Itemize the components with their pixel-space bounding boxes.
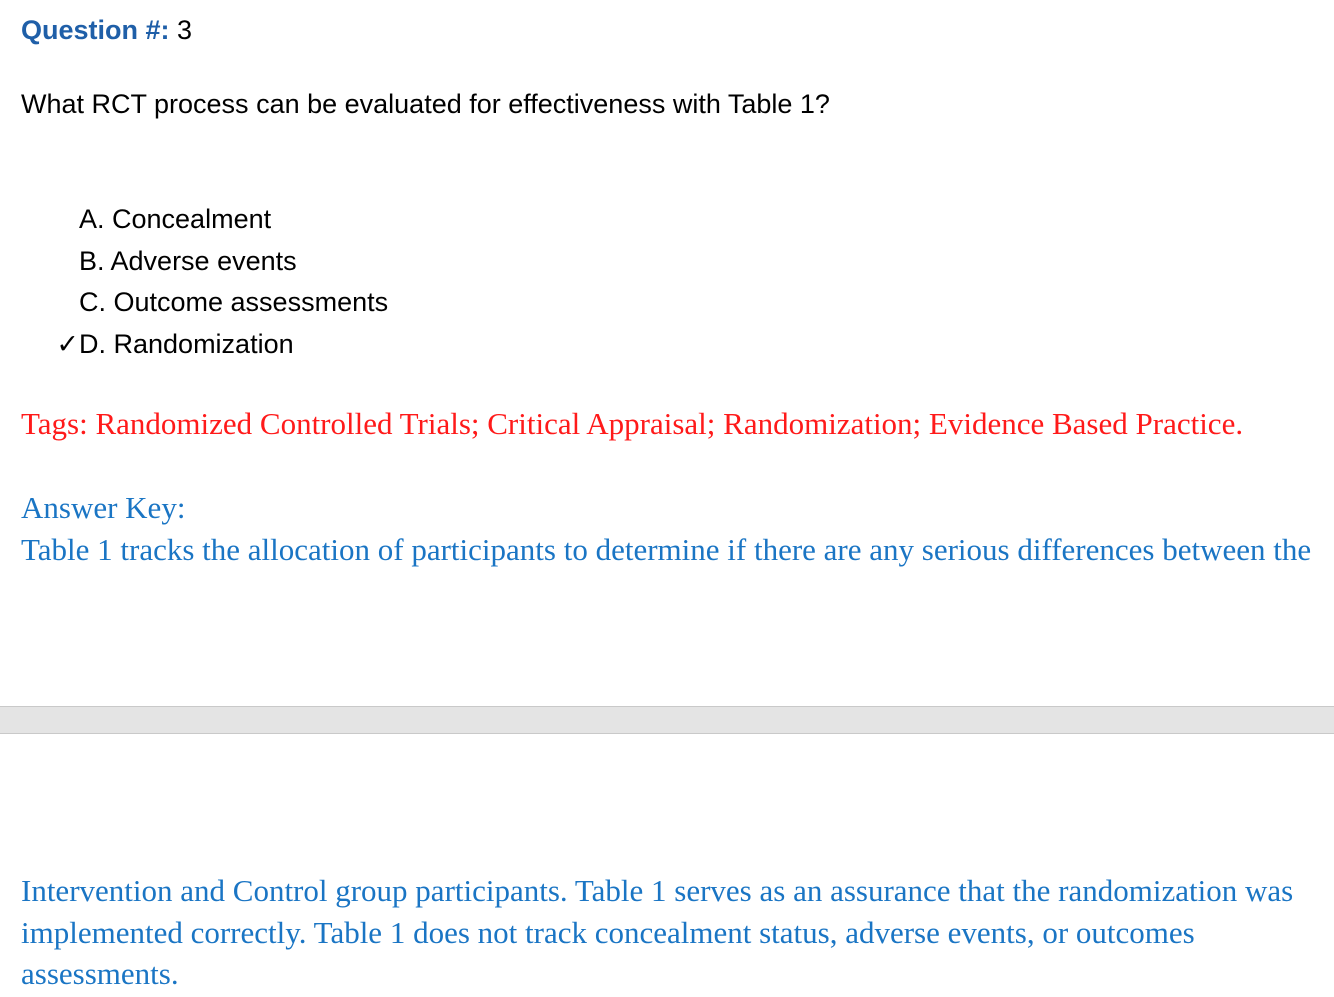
- answer-key-text: Table 1 tracks the allocation of participants to determine if there are any serious differences between the: [21, 532, 1312, 567]
- answer-key-title: Answer Key:: [21, 490, 186, 525]
- page-divider: [0, 706, 1334, 734]
- option-label: B. Adverse events: [79, 245, 297, 276]
- question-label: Question #:: [21, 15, 170, 45]
- option-c[interactable]: [0, 282, 388, 324]
- answer-options: [0, 199, 388, 365]
- check-icon: ✓: [56, 328, 79, 359]
- tags-line: Tags: Randomized Controlled Trials; Critical Appraisal; Randomization; Evidence Based Practice.: [21, 406, 1244, 441]
- question-text: What RCT process can be evaluated for effectiveness with Table 1?: [21, 89, 830, 119]
- question-heading: [21, 12, 192, 48]
- option-label: A. Concealment: [79, 204, 272, 234]
- option-label: D. Randomization: [79, 328, 294, 359]
- answer-key-continued: Intervention and Control group participants. Table 1 serves as an assurance that the randomization was implemented correctly. Table 1 does not track concealment status, adverse events, or outcomes assessments.: [21, 873, 1294, 991]
- option-label: C. Outcome assessments: [79, 287, 389, 317]
- question-number: 3: [177, 15, 193, 45]
- option-a[interactable]: [0, 199, 388, 241]
- option-d[interactable]: [0, 324, 388, 366]
- option-b[interactable]: [0, 241, 388, 283]
